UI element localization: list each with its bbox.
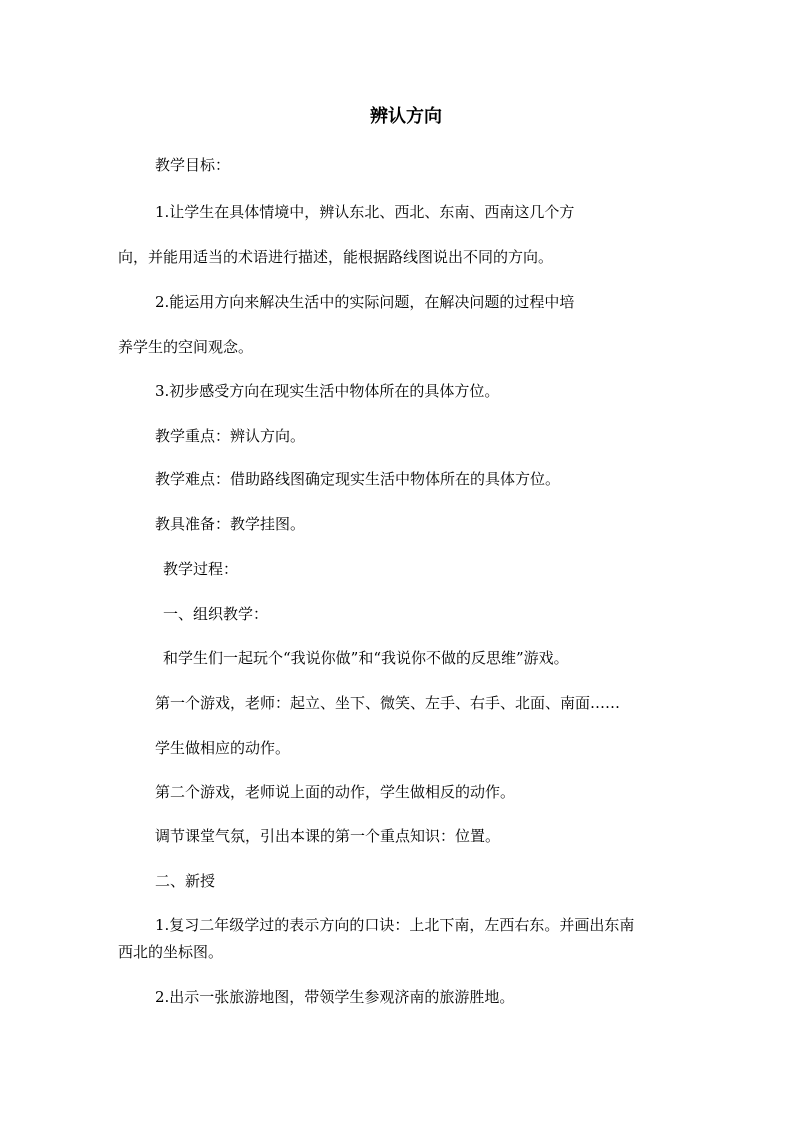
section-label-objectives: 教学目标： (155, 156, 231, 174)
game-1-response: 学生做相应的动作。 (155, 739, 291, 757)
game-intro: 和学生们一起玩个“我说你做”和“我说你不做的反思维”游戏。 (163, 649, 569, 667)
difficult-point: 教学难点：借助路线图确定现实生活中物体所在的具体方位。 (155, 470, 561, 488)
objective-3: 3.初步感受方向在现实生活中物体所在的具体方位。 (155, 382, 500, 400)
teaching-aids: 教具准备：教学挂图。 (155, 515, 306, 533)
page-title: 辨认方向 (370, 106, 442, 127)
new-lesson-2: 2.出示一张旅游地图，带领学生参观济南的旅游胜地。 (155, 988, 515, 1006)
objective-1-line-2: 向，并能用适当的术语进行描述，能根据路线图说出不同的方向。 (118, 248, 554, 266)
game-1: 第一个游戏，老师：起立、坐下、微笑、左手、右手、北面、南面…… (155, 694, 621, 712)
step-1-heading: 一、组织教学： (163, 605, 269, 623)
new-lesson-1-line-1: 1.复习二年级学过的表示方向的口诀：上北下南，左西右东。并画出东南 (155, 916, 635, 934)
objective-2-line-2: 养学生的空间观念。 (118, 338, 254, 356)
step-2-heading: 二、新授 (155, 872, 216, 890)
section-label-process: 教学过程： (163, 560, 239, 578)
key-point: 教学重点：辨认方向。 (155, 427, 306, 445)
atmosphere-note: 调节课堂气氛，引出本课的第一个重点知识：位置。 (155, 827, 501, 845)
new-lesson-1-line-2: 西北的坐标图。 (118, 943, 224, 961)
objective-1-line-1: 1.让学生在具体情境中，辨认东北、西北、东南、西南这几个方 (155, 203, 575, 221)
game-2: 第二个游戏，老师说上面的动作，学生做相反的动作。 (155, 783, 516, 801)
objective-2-line-1: 2.能运用方向来解决生活中的实际问题，在解决问题的过程中培 (155, 293, 575, 311)
